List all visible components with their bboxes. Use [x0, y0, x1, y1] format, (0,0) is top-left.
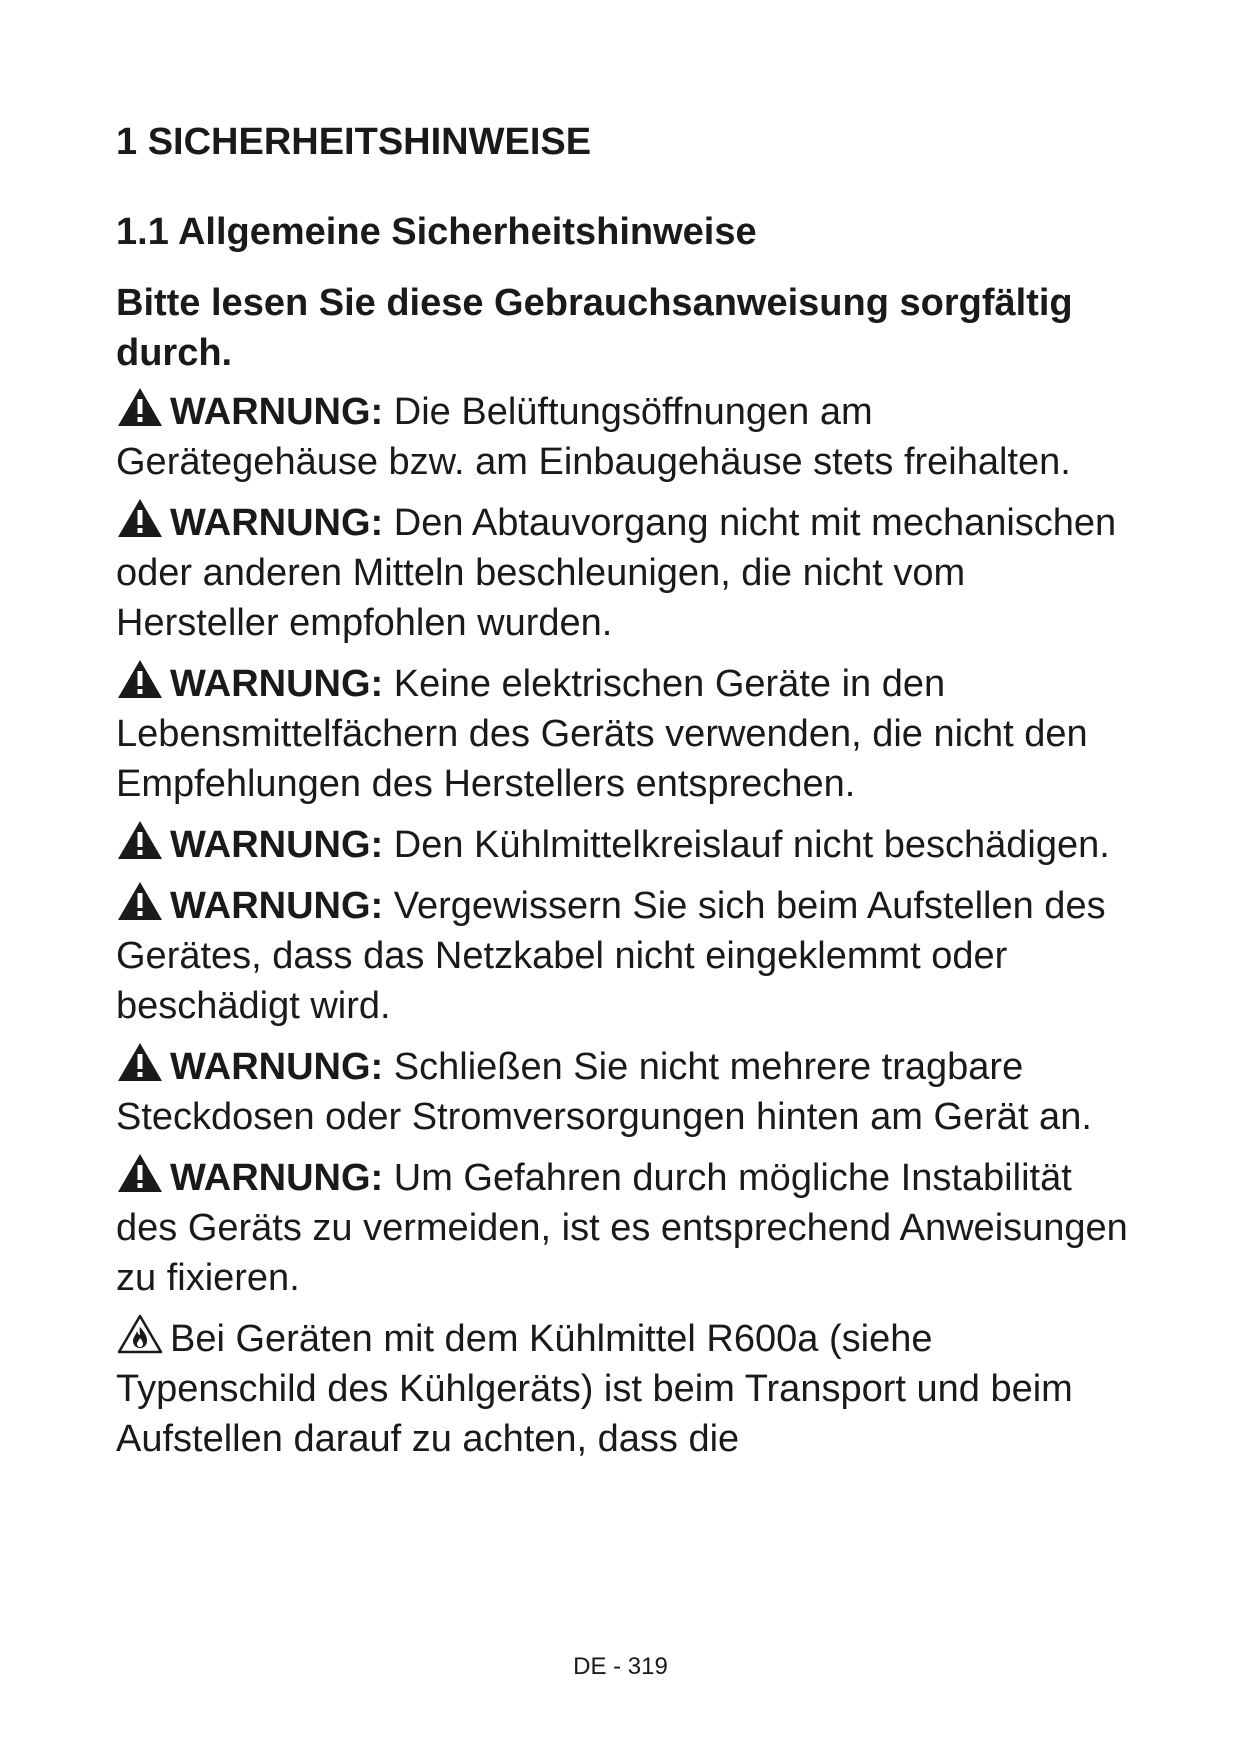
- subsection-heading: 1.1 Allgemeine Sicherheitshinweise: [116, 211, 757, 253]
- warning-label: WARNUNG:: [170, 391, 384, 433]
- document-body: [116, 118, 1136, 1474]
- section-heading: 1 SICHERHEITSHINWEISE: [116, 121, 592, 163]
- warning-label: WARNUNG:: [170, 663, 384, 705]
- warning-icon: [116, 1152, 164, 1194]
- warning-label: WARNUNG:: [170, 1046, 384, 1088]
- warning-icon: [116, 658, 164, 700]
- flammable-warning-icon: [116, 1313, 164, 1355]
- warning-label: WARNUNG:: [170, 502, 384, 544]
- warning-text: Vergewissern Sie sich beim Aufstellen des Gerätes, dass das Netzkabel nicht eingeklemmt oder beschädigt wird.: [116, 885, 1106, 1027]
- warning-item: [116, 880, 1136, 1031]
- warning-label: WARNUNG:: [170, 824, 384, 866]
- warning-text: Den Kühlmittelkreislauf nicht beschädigen.: [393, 824, 1110, 866]
- warning-text: Schließen Sie nicht mehrere tragbare Steckdosen oder Stromversorgungen hinten am Gerät an.: [116, 1046, 1092, 1138]
- warning-text: Die Belüftungsöffnungen am Gerätegehäuse bzw. am Einbaugehäuse stets freihalten.: [116, 391, 1071, 483]
- warning-text: Keine elektrischen Geräte in den Lebensmittelfächern des Geräts verwenden, die nicht den Empfehlungen des Herstellers entsprechen.: [116, 663, 1088, 805]
- warning-icon: [116, 1041, 164, 1083]
- warning-icon: [116, 386, 164, 428]
- warning-item: [116, 1152, 1136, 1303]
- warning-item: [116, 386, 1136, 487]
- page-number: DE - 319: [573, 1653, 668, 1680]
- warning-icon: [116, 497, 164, 539]
- intro-text: Bitte lesen Sie diese Gebrauchsanweisung sorgfältig durch.: [116, 282, 1073, 374]
- warning-item: [116, 819, 1136, 870]
- flammable-note-text: Bei Geräten mit dem Kühlmittel R600a (siehe Typenschild des Kühlgeräts) ist beim Transport und beim Aufstellen darauf zu achten, dass die: [116, 1318, 1073, 1460]
- warning-text: Um Gefahren durch mögliche Instabilität des Geräts zu vermeiden, ist es entsprechend Anweisungen zu fixieren.: [116, 1157, 1128, 1299]
- warning-item: [116, 1041, 1136, 1142]
- warning-item: [116, 658, 1136, 809]
- flammable-note: [116, 1313, 1136, 1464]
- warning-label: WARNUNG:: [170, 885, 384, 927]
- warning-label: WARNUNG:: [170, 1157, 384, 1199]
- warning-icon: [116, 819, 164, 861]
- warning-icon: [116, 880, 164, 922]
- warning-text: Den Abtauvorgang nicht mit mechanischen oder anderen Mitteln beschleunigen, die nicht vom Hersteller empfohlen wurden.: [116, 502, 1117, 644]
- warning-item: [116, 497, 1136, 648]
